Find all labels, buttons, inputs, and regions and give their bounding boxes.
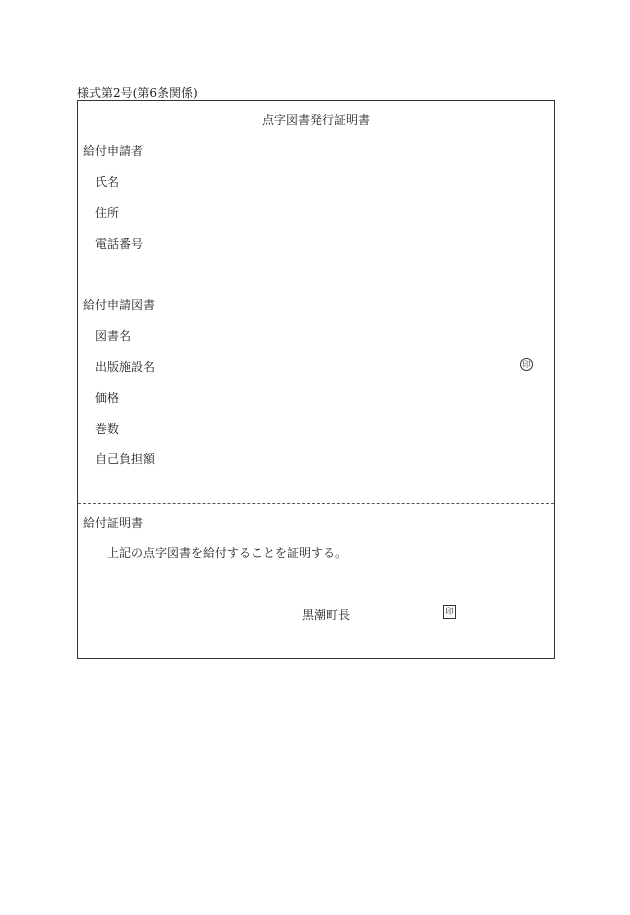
- dashed-divider: [78, 503, 554, 504]
- form-number: 様式第2号(第6条関係): [77, 86, 198, 100]
- mayor-title: 黒潮町長: [302, 608, 351, 622]
- document-title: 点字図書発行証明書: [261, 113, 370, 127]
- publisher-label: 出版施設名: [95, 360, 156, 374]
- certification-statement: 上記の点字図書を給付することを証明する。: [107, 546, 348, 560]
- volumes-label: 巻数: [95, 422, 120, 436]
- publisher-seal-mark: 印: [520, 358, 533, 371]
- mayor-seal-mark: 印: [443, 605, 456, 619]
- copay-label: 自己負担額: [95, 452, 156, 466]
- book-title-label: 図書名: [95, 329, 132, 343]
- applicant-name-label: 氏名: [95, 175, 120, 189]
- book-section-heading: 給付申請図書: [83, 298, 156, 312]
- applicant-phone-label: 電話番号: [95, 237, 144, 251]
- applicant-address-label: 住所: [95, 206, 120, 220]
- applicant-section-heading: 給付申請者: [83, 144, 144, 158]
- certificate-form: [77, 100, 555, 659]
- price-label: 価格: [95, 391, 120, 405]
- certificate-section-heading: 給付証明書: [83, 516, 144, 530]
